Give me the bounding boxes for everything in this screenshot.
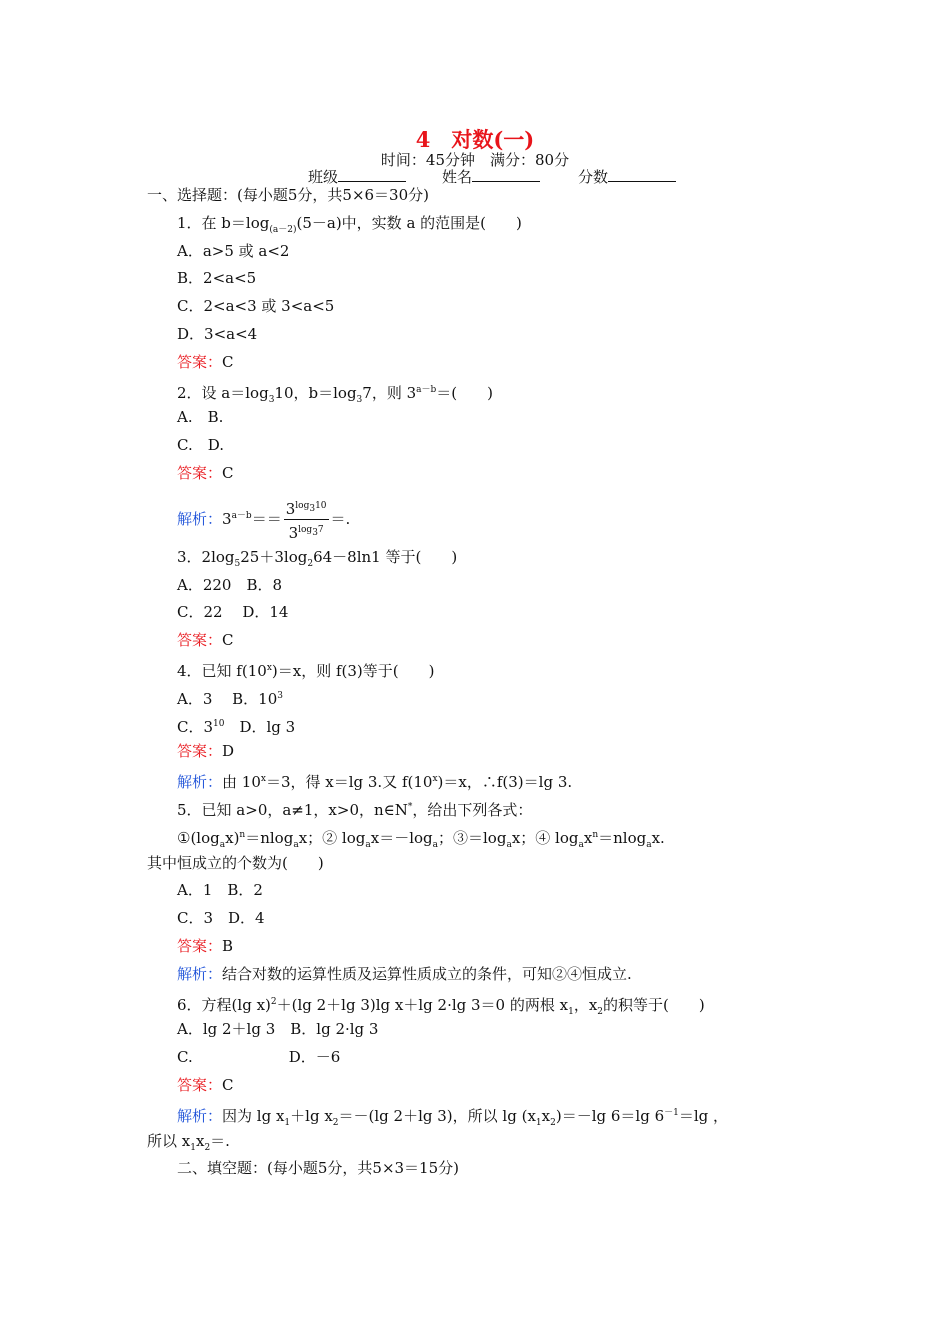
- class-label: 班级: [308, 168, 339, 186]
- q5-options-cd: C．3 D．4: [177, 909, 265, 928]
- q3-answer: 答案：C: [177, 631, 234, 650]
- q2-explanation: 解析：$3^{a-b}==$ $\frac{3^{log_310}}{3^{log_37}}$ ＝.: [147, 488, 827, 544]
- section-heading-choice: 一、选择题：(每小题5分，共5×6＝30分): [147, 186, 429, 204]
- answer-label: 答案：: [177, 463, 223, 482]
- q6-options-ab: A．lg 2＋lg 3 B．lg 2·lg 3: [177, 1020, 379, 1039]
- q1-option-a: A．a>5 或 a<2: [177, 241, 290, 260]
- question-1: 1．在 $b=\log_{(a-2)}(5-a)$中，实数 a 的范围是( ): [177, 213, 522, 235]
- q3-options-ab: A．220 B．8: [177, 575, 283, 594]
- name-label: 姓名: [442, 168, 473, 186]
- q3-options-cd: C．22 D．14: [177, 603, 289, 622]
- explanation-label: 解析：: [177, 964, 223, 983]
- q2-options-ab: A. B.: [177, 408, 224, 427]
- q1-option-b: B．2<a<5: [177, 269, 257, 288]
- class-blank: [338, 167, 406, 182]
- q5-answer: 答案：B: [177, 936, 234, 955]
- q2-options-cd: C. D.: [177, 436, 224, 455]
- time-score-info: 时间：45分钟 满分：80分: [380, 151, 570, 169]
- q5-options-ab: A．1 B．2: [177, 881, 263, 900]
- q1-option-d: D．3<a<4: [177, 324, 258, 343]
- answer-label: 答案：: [177, 936, 223, 955]
- question-5: 5．已知 a>0，a≠1，x>0，n∈N*，给出下列各式：: [177, 800, 533, 819]
- q1-answer: 答案：C: [177, 352, 234, 371]
- question-2: 2．设 $a=\log_310$，$b=\log_37$，则 $3^{a-b}=$( ): [177, 383, 493, 405]
- q5-explanation: 解析：结合对数的运算性质及运算性质成立的条件，可知②④恒成立.: [177, 964, 632, 983]
- q6-options-cd: C. D．－6: [177, 1048, 341, 1067]
- question-list: [147, 182, 827, 1183]
- explanation-label: 解析：: [177, 509, 223, 528]
- score-blank: [608, 167, 676, 182]
- explanation-label: 解析：: [177, 1106, 223, 1125]
- q6-explanation: 解析：因为 $\lg x_1+\lg$ $x_2=-(\lg$ 2＋lg 3)，所以 $\lg (x_1x_2)=-\lg$ 6＝lg $6^{-1}=\lg$ ，: [177, 1106, 729, 1128]
- answer-label: 答案：: [177, 631, 223, 650]
- q1-option-c: C．2<a<3 或 3<a<5: [177, 297, 335, 316]
- name-blank: [472, 167, 540, 182]
- answer-label: 答案：: [177, 352, 223, 371]
- q5-question: 其中恒成立的个数为( ): [147, 853, 324, 872]
- question-3: 3．$2\log_525+3\log_264-8\ln 1$ 等于( ): [177, 547, 458, 569]
- answer-label: 答案：: [177, 1075, 223, 1094]
- q2-answer: 答案：C: [177, 463, 234, 482]
- answer-label: 答案：: [177, 742, 223, 761]
- q4-options-ab: A．3 B．$10^3$: [177, 689, 283, 708]
- question-6: 6．方程(lg x)$^2$＋(lg 2＋lg 3)lg x＋lg 2·lg 3＝0 的两根 $x_1$，$x_2$的积等于( ): [177, 995, 705, 1017]
- q4-explanation: 解析：由 $10^x=3$，得 x＝lg 3.又 $f(10^x)=x$，∴f(3)＝lg 3.: [177, 773, 573, 792]
- question-4: 4．已知 $f(10^x)=x$，则 f(3)等于( ): [177, 661, 435, 680]
- q4-options-cd: C．$3^{10}$ D．lg 3: [177, 717, 296, 736]
- q6-explanation-cont: 所以 $x_1x_2=$.: [147, 1131, 230, 1153]
- explanation-label: 解析：: [177, 773, 223, 792]
- page-title: 4 对数(一): [415, 127, 535, 152]
- fraction: $\frac{3^{log_310}}{3^{log_37}}$: [284, 496, 329, 543]
- section-heading-fill: 二、填空题：(每小题5分，共5×3＝15分): [177, 1159, 459, 1178]
- score-label: 分数: [578, 168, 609, 186]
- q4-answer: 答案：D: [177, 742, 235, 761]
- q5-statements: $①(\log_ax)^n=nlog_ax$；② $\log_ax=-\log_a$；$③=\log_ax$；④ $\log_ax^n=nlog_ax$.: [177, 828, 665, 850]
- q6-answer: 答案：C: [177, 1075, 234, 1094]
